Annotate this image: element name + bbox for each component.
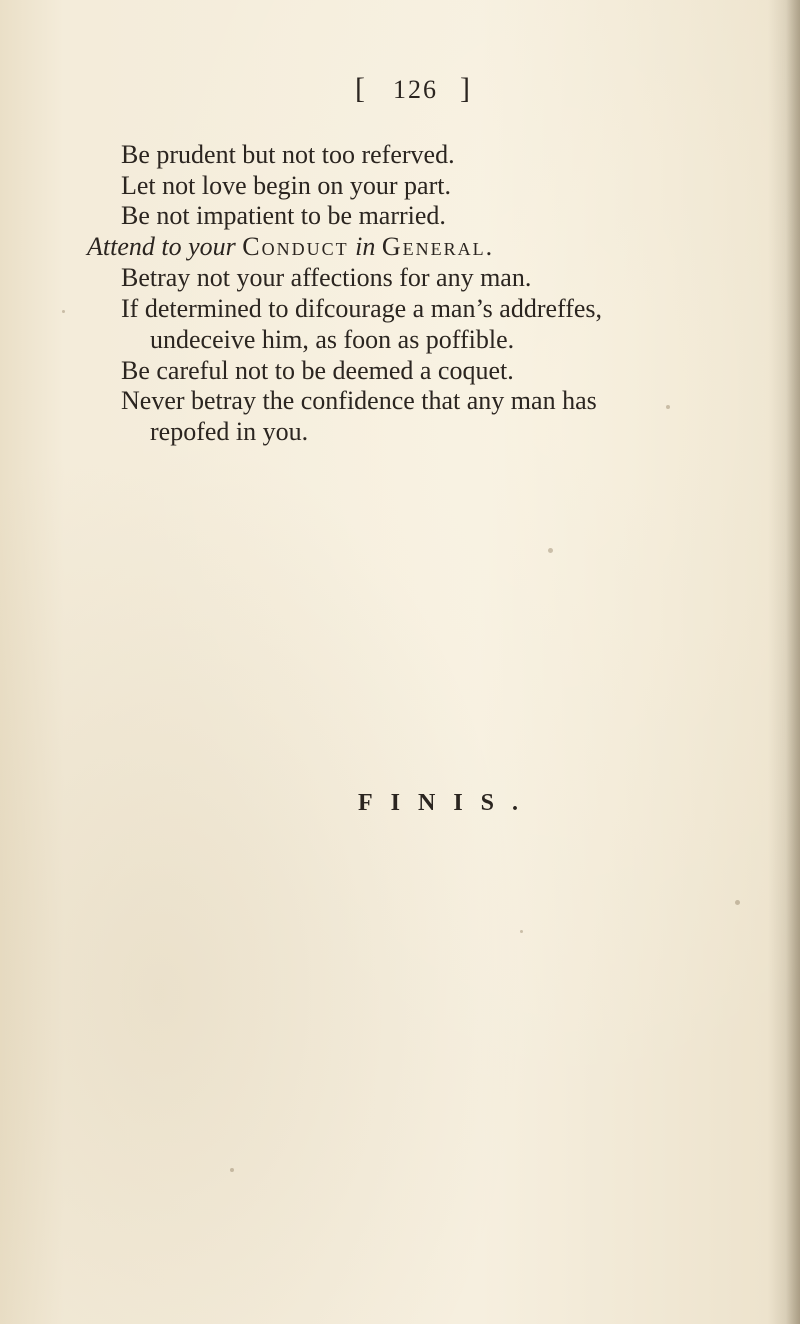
rule-line: Be careful not to be deemed a coquet.	[121, 356, 514, 385]
paper-speck	[520, 930, 523, 933]
rule-line-continuation: repofed in you.	[150, 417, 309, 446]
bracket-open: [	[355, 72, 367, 105]
heading-italic-part: Attend to your	[87, 232, 236, 261]
heading-smallcaps-part: General.	[381, 232, 495, 261]
paper-speck	[666, 405, 670, 409]
rule-line: Be prudent but not too referved.	[121, 140, 455, 169]
bracket-close: ]	[460, 72, 472, 105]
section-heading	[87, 232, 494, 262]
page-number: 126	[393, 75, 438, 104]
rule-line: Be not impatient to be married.	[121, 201, 446, 230]
rule-line: Never betray the confidence that any man has	[121, 386, 597, 415]
rule-line-continuation: undeceive him, as foon as poffible.	[150, 325, 515, 354]
heading-italic-part: in	[355, 232, 376, 261]
rule-line: Let not love begin on your part.	[121, 171, 451, 200]
page-edge-shadow	[786, 0, 800, 1324]
paper-speck	[735, 900, 740, 905]
paper-speck	[548, 548, 553, 553]
page-number-header	[355, 72, 472, 106]
paper-speck	[230, 1168, 234, 1172]
heading-smallcaps-part: Conduct	[242, 232, 349, 261]
finis-ending: FINIS.	[358, 790, 537, 816]
rule-line: Betray not your affections for any man.	[121, 263, 532, 292]
rule-line: If determined to difcourage a man’s addreffes,	[121, 294, 603, 323]
paper-speck	[62, 310, 65, 313]
